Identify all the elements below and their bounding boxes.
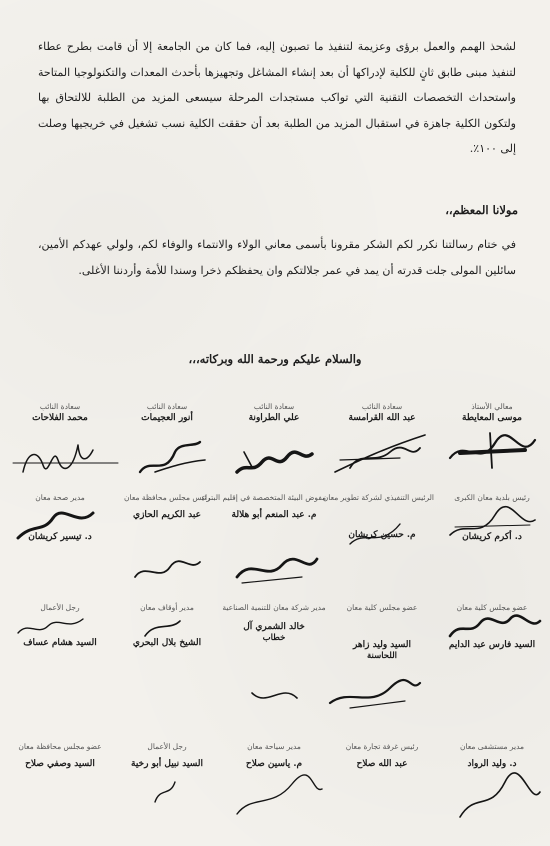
handwritten-signature <box>440 611 544 641</box>
signatory-name: عبد الله صلاح <box>356 759 408 769</box>
handwritten-signature <box>440 505 544 545</box>
signatory-name: أنور العجيمات <box>141 413 193 423</box>
handwritten-signature <box>222 774 326 824</box>
signatory-block <box>440 402 544 423</box>
signatory-block <box>201 493 326 520</box>
signatory-title: عضو مجلس محافظة معان <box>18 742 102 751</box>
signatory-name: السيد وليد زاهر <box>352 640 412 650</box>
signatory-name: موسى المعايطة <box>462 413 522 423</box>
signatory-title: رئيس غرفة تجارة معان <box>345 742 419 751</box>
signatory-block <box>222 603 326 643</box>
handwritten-signature <box>115 547 219 587</box>
signatory-name: السيد وصفي صلاح <box>25 759 95 769</box>
signatory-block <box>8 603 112 648</box>
signatory-name: السيد هشام عساف <box>23 638 97 648</box>
handwritten-signature <box>115 611 219 641</box>
signatory-name: م. ياسين صلاح <box>245 759 303 769</box>
handwritten-signature <box>242 673 346 713</box>
signatory-block <box>115 493 219 520</box>
signatory-block <box>115 742 219 769</box>
signatory-title: مدير صحة معان <box>35 493 85 502</box>
handwritten-signature <box>330 509 434 549</box>
handwritten-signature <box>8 503 112 543</box>
handwritten-signature <box>115 432 219 482</box>
signatory-block <box>440 603 544 650</box>
signatory-title: رئيس بلدية معان الكبرى <box>454 493 530 502</box>
signatory-block <box>222 402 326 423</box>
handwritten-signature <box>440 772 544 822</box>
signatory-title: مدير شركة معان للتنمية الصناعية <box>222 603 326 612</box>
handwritten-signature <box>222 432 326 482</box>
signatory-name: السيد فارس عبد الدايم <box>448 640 536 650</box>
signatory-title: رجل الأعمال <box>40 603 80 612</box>
signatory-title: مدير سياحة معان <box>247 742 301 751</box>
signatory-block <box>440 742 544 769</box>
signatory-block <box>115 603 219 648</box>
signatory-block <box>330 742 434 769</box>
signatory-block <box>322 493 434 540</box>
signatory-name: عبد الله القرامسة <box>348 413 416 423</box>
signatory-title: رئيس مجلس محافظة معان <box>124 493 210 502</box>
signatory-title: سعادة النائب <box>39 402 81 411</box>
handwritten-signature <box>115 772 219 812</box>
signatory-title: الرئيس التنفيذي لشركة تطوير معان <box>322 493 434 502</box>
signatory-block <box>440 493 544 542</box>
body-paragraph-2: في ختام رسالتنا نكرر لكم الشكر مقرونا بأسمى معاني الولاء والانتماء والوفاء لكم، ولولي عهدكم الأمين، سائلين المولى جلت قدرته أن يمد في عمر جلالتكم وان يحفظكم ذخرا وسندا للأمة وأردننا الأغلى. <box>38 238 516 277</box>
signatory-title: معالي الأستاذ <box>471 402 513 411</box>
signatory-name: م. عبد المنعم أبو هلالة <box>231 510 317 520</box>
signatory-name: م. حسين كريشان <box>348 530 416 540</box>
signatory-title: سعادة النائب <box>146 402 188 411</box>
signatory-title: عضو مجلس كلية معان <box>346 603 418 612</box>
signatory-block <box>8 742 112 769</box>
signatory-name: علي الطراونة <box>248 413 300 423</box>
signatory-name-line2: اللحاسنة <box>366 651 398 661</box>
body-paragraph-1: لشحذ الهمم والعمل برؤى وعزيمة لتنفيذ ما تصبون إليه، فما كان من الجامعة إلا أن قامت بطرح عطاء لتنفيذ مبنى طابق ثانٍ للكلية لإدراكها أن بعد إنشاء المشاغل وتجهيزها بأحدث المعدات والتكنولوجيا المتاحة واستحداث التخصصات التقنية التي تواكب مستجدات المرحلة سيسعى المزيد من الطلبة للالتحاق بها ولتكون الكلية جاهزة في استقبال المزيد من الطلبة بعد أن حققت الكلية نسب تشغيل في خريجيها وصلت إلى ١٠٠٪. <box>38 40 516 155</box>
signatory-name: الشيخ بلال البحري <box>132 638 202 648</box>
closing-greeting: والسلام عليكم ورحمة الله وبركاته،،، <box>188 352 362 366</box>
signatory-block <box>8 493 112 542</box>
signatory-name: خالد الشمري آل <box>243 622 305 632</box>
signatory-name: د. أكرم كريشان <box>462 532 522 542</box>
signatory-block <box>330 603 434 661</box>
signatory-title: مدير مستشفى معان <box>459 742 525 751</box>
signatory-name: عبد الكريم الحازي <box>133 510 201 520</box>
signatory-block <box>222 742 326 769</box>
signatory-name: د. وليد الرواد <box>467 759 517 769</box>
signatory-block <box>330 402 434 423</box>
signatory-block <box>8 402 112 423</box>
signatory-title: مدير أوقاف معان <box>140 603 194 612</box>
signatory-title: مفوض البيئة المتخصصة في إقليم البتراء <box>201 493 326 502</box>
signatory-name-line2: خطاب <box>262 633 286 643</box>
signatory-name: محمد الفلاحات <box>32 413 88 423</box>
handwritten-signature <box>222 547 326 587</box>
signatory-title: سعادة النائب <box>361 402 403 411</box>
signatory-name: السيد نبيل أبو رخية <box>131 759 203 769</box>
handwritten-signature <box>440 428 544 478</box>
handwritten-signature <box>8 611 112 641</box>
signatory-title: عضو مجلس كلية معان <box>456 603 528 612</box>
signatory-block <box>115 402 219 423</box>
signatory-title: رجل الأعمال <box>147 742 187 751</box>
handwritten-signature <box>8 430 112 480</box>
handwritten-signature <box>330 430 434 480</box>
signatory-title: سعادة النائب <box>253 402 295 411</box>
signatory-name: د. تيسير كريشان <box>28 532 92 542</box>
salutation-heading: مولانا المعظم،، <box>445 203 518 217</box>
